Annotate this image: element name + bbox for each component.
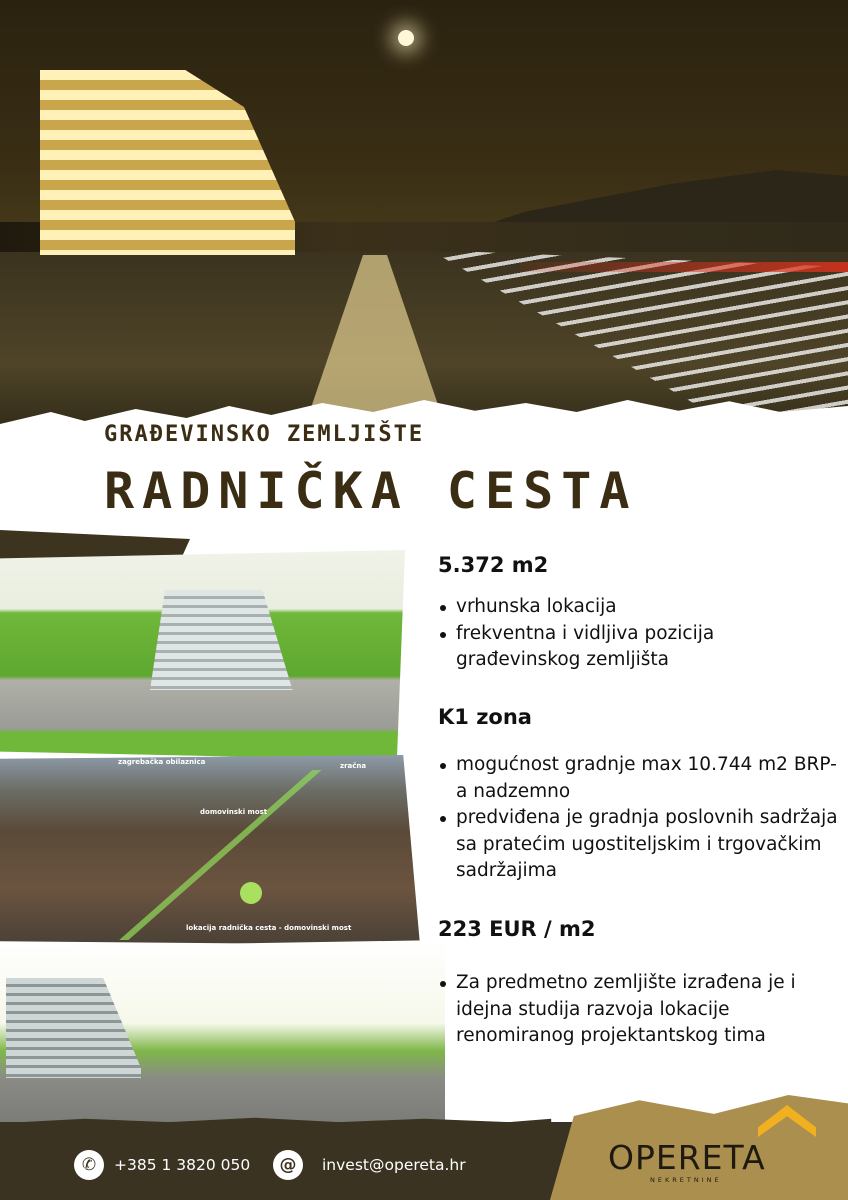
at-icon: @ — [273, 1150, 303, 1180]
area-heading: 5.372 m2 — [438, 553, 549, 577]
logo-tagline: NEKRETNINE — [650, 1176, 722, 1184]
list-item: mogućnost gradnje max 10.744 m2 BRP-a nadzemno — [438, 752, 838, 805]
aerial-label-zracna: zračna — [340, 762, 367, 770]
price-heading: 223 EUR / m2 — [438, 917, 596, 941]
phone-link[interactable]: +385 1 3820 050 — [114, 1156, 251, 1174]
aerial-label-zagrebacka: zagrebačka obilaznica — [118, 758, 206, 766]
zone-heading: K1 zona — [438, 705, 532, 729]
price-bullets — [438, 970, 838, 1050]
traffic-red-trail — [520, 262, 848, 272]
area-bullets — [438, 594, 798, 674]
aerial-label-lokacija: lokacija radnička cesta - domovinski most — [186, 924, 352, 932]
aerial-location-image — [0, 755, 420, 945]
list-item: vrhunska lokacija — [438, 594, 798, 621]
logo-wordmark: OPERETA — [608, 1138, 766, 1177]
illuminated-building — [40, 70, 295, 255]
aerial-label-domovinski: domovinski most — [200, 808, 268, 816]
moon — [398, 30, 414, 46]
phone-icon: ✆ — [74, 1150, 104, 1180]
page-title: RADNIČKA CESTA — [104, 462, 638, 520]
location-marker — [240, 882, 262, 904]
email-link[interactable]: invest@opereta.hr — [322, 1156, 466, 1174]
list-item: Za predmetno zemljište izrađena je i idejna studija razvoja lokacije renomiranog projektantskog tima — [438, 970, 838, 1050]
list-item: frekventna i vidljiva pozicija građevinskog zemljišta — [438, 621, 798, 674]
zone-bullets — [438, 752, 838, 885]
list-item: predviđena je gradnja poslovnih sadržaja sa pratećim ugostiteljskim i trgovačkim sadržajima — [438, 805, 838, 885]
hero-image — [0, 0, 848, 440]
page-subtitle: GRAĐEVINSKO ZEMLJIŠTE — [104, 422, 425, 447]
